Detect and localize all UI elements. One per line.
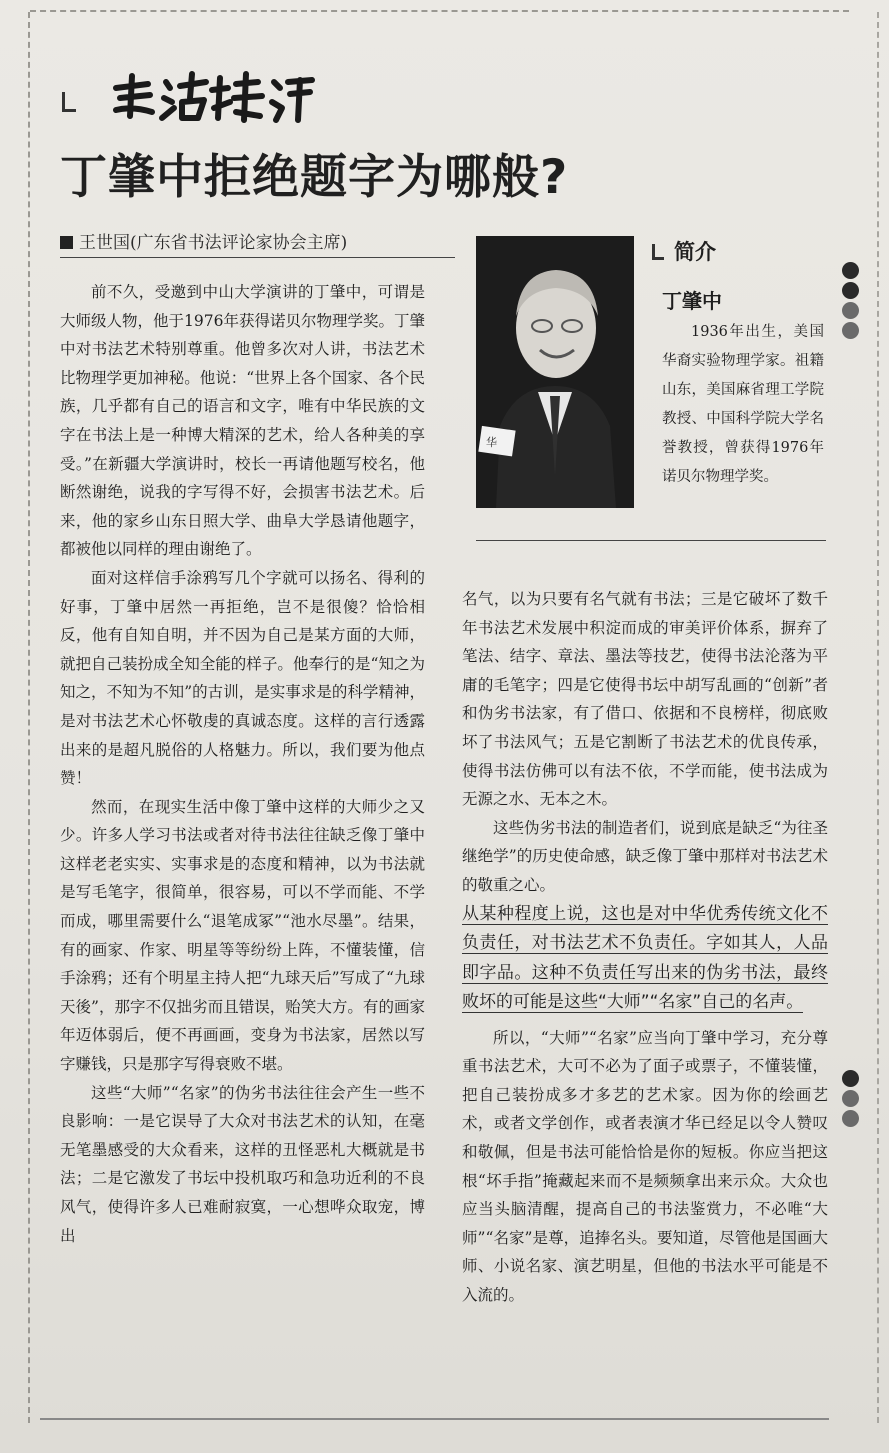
dot-icon: [842, 322, 859, 339]
sidebar-person-name: 丁肇中: [662, 289, 722, 313]
author-title: (广东省书法评论家协会主席): [130, 233, 348, 253]
dot-icon: [842, 302, 859, 319]
article-headline: 丁肇中拒绝题字为哪般?: [60, 150, 569, 205]
article-column-right: [462, 585, 828, 1309]
calligraphy-logo: [108, 68, 318, 128]
dot-icon: [842, 262, 859, 279]
bottom-rule: [40, 1418, 829, 1420]
paragraph: 名气，以为只要有名气就有书法；三是它破坏了数千年书法艺术发展中积淀而成的审美评价体系，摒弃了笔法、结字、章法、墨法等技艺，使得书法沦落为平庸的毛笔字；四是它使得书坛中胡写乱画的“创新”者和伪劣书法家，有了借口、依据和不良榜样，彻底败坏了书法风气；五是它割断了书法艺术的优良传承，使得书法仿佛可以有法不依，不学而能，使书法成为无源之水、无本之木。: [462, 590, 828, 809]
name-badge-text: 华: [486, 436, 497, 449]
decorative-dots: [842, 262, 859, 339]
dot-icon: [842, 282, 859, 299]
highlighted-text: 从某种程度上说，这也是对中华优秀传统文化不负责任，对书法艺术不负责任。字如其人，人品即字品。这种不负责任写出来的伪劣书法，最终败坏的可能是这些“大师”“名家”自己的名声。: [462, 903, 828, 1013]
paragraph: 这些“大师”“名家”的伪劣书法往往会产生一些不良影响：一是它误导了大众对书法艺术的认知，在毫无笔墨感受的大众看来，这样的丑怪恶札大概就是书法；二是它激发了书坛中投机取巧和急功近利的不良风气，使得许多人已难耐寂寞，一心想哗众取宠，博出: [60, 1083, 425, 1245]
bracket-icon: [62, 92, 76, 112]
paragraph-lead: 这些伪劣书法的制造者们，说到底是缺乏“为往圣继绝学”的历史使命感，缺乏像丁肇中那样对书法艺术的敬重之心。: [462, 818, 828, 894]
paragraph: 面对这样信手涂鸦写几个字就可以扬名、得利的好事，丁肇中居然一再拒绝，岂不是很傻？恰恰相反，他有自知自明，并不因为自己是某方面的大师，就把自己装扮成全知全能的样子。他奉行的是“知之为知之，不知为不知”的古训，是实事求是的科学精神，是对书法艺术心怀敬虔的真诚态度。这样的言行透露出来的是超凡脱俗的人格魅力。所以，我们要为他点赞！: [60, 568, 425, 788]
paragraph: 前不久，受邀到中山大学演讲的丁肇中，可谓是大师级人物，他于1976年获得诺贝尔物理学奖。丁肇中对书法艺术特别尊重。他曾多次对人讲，书法艺术比物理学更加神秘。他说：“世界上各个国家、各个民族，几乎都有自己的语言和文字，唯有中华民族的文字在书法上是一种博大精深的艺术，给人各种美的享受。”在新疆大学演讲时，校长一再请他题写校名，他断然谢绝，说我的字写得不好，会损害书法艺术。后来，他的家乡山东日照大学、曲阜大学恳请他题字，都被他以同样的理由谢绝了。: [60, 283, 425, 559]
byline-rule: [60, 257, 455, 258]
byline: [60, 228, 460, 253]
paragraph: [462, 814, 828, 900]
highlighted-passage: [462, 900, 828, 1018]
author-name: 王世国: [79, 233, 130, 253]
dot-icon: [842, 1090, 859, 1107]
dot-icon: [842, 1070, 859, 1087]
sidebar-bio: 1936年出生，美国华裔实验物理学家。祖籍山东，美国麻省理工学院教授、中国科学院大学名誉教授，曾获得1976年诺贝尔物理学奖。: [662, 324, 824, 485]
decorative-dots: [842, 1070, 859, 1127]
dot-icon: [842, 1110, 859, 1127]
article-column-left: [60, 278, 425, 1250]
paragraph: 然而，在现实生活中像丁肇中这样的大师少之又少。许多人学习书法或者对待书法往往缺乏像丁肇中这样老老实实、实事求是的态度和精神，以为书法就是写毛笔字，很简单，很容易，可以不学而能、不学而成，哪里需要什么“退笔成冢”“池水尽墨”。结果，有的画家、作家、明星等等纷纷上阵，不懂装懂，信手涂鸦；还有个明星主持人把“九球天后”写成了“九球天後”，那字不仅拙劣而且错误，贻笑大方。有的画家年迈体弱后，便不再画画，变身为书法家，居然以写字赚钱，只是那字写得衰败不堪。: [60, 797, 425, 1074]
cut-line-right: [877, 12, 879, 1423]
column-title-calligraphy: [108, 68, 318, 128]
sidebar-rule: [476, 540, 826, 541]
sidebar-title: 简介: [674, 240, 716, 264]
cut-line-top: [30, 10, 849, 12]
portrait-illustration: [476, 236, 634, 508]
portrait-photo: [476, 236, 634, 508]
paragraph: 所以，“大师”“名家”应当向丁肇中学习，充分尊重书法艺术，大可不必为了面子或票子，不懂装懂，把自己装扮成多才多艺的艺术家。因为你的绘画艺术，或者文学创作，或者表演才华已经足以令人赞叹和敬佩，但是书法可能恰恰是你的短板。你应当把这根“坏手指”掩藏起来而不是频频拿出来示众。大众也应当头脑清醒，提高自己的书法鉴赏力，不必唯“大师”“名家”是尊，追捧名头。要知道，尽管他是国画大师、小说名家、演艺明星，但他的书法水平可能是不入流的。: [462, 1028, 828, 1304]
byline-square-icon: [60, 236, 73, 249]
bracket-icon: [652, 244, 664, 260]
cut-line-left: [28, 12, 30, 1423]
